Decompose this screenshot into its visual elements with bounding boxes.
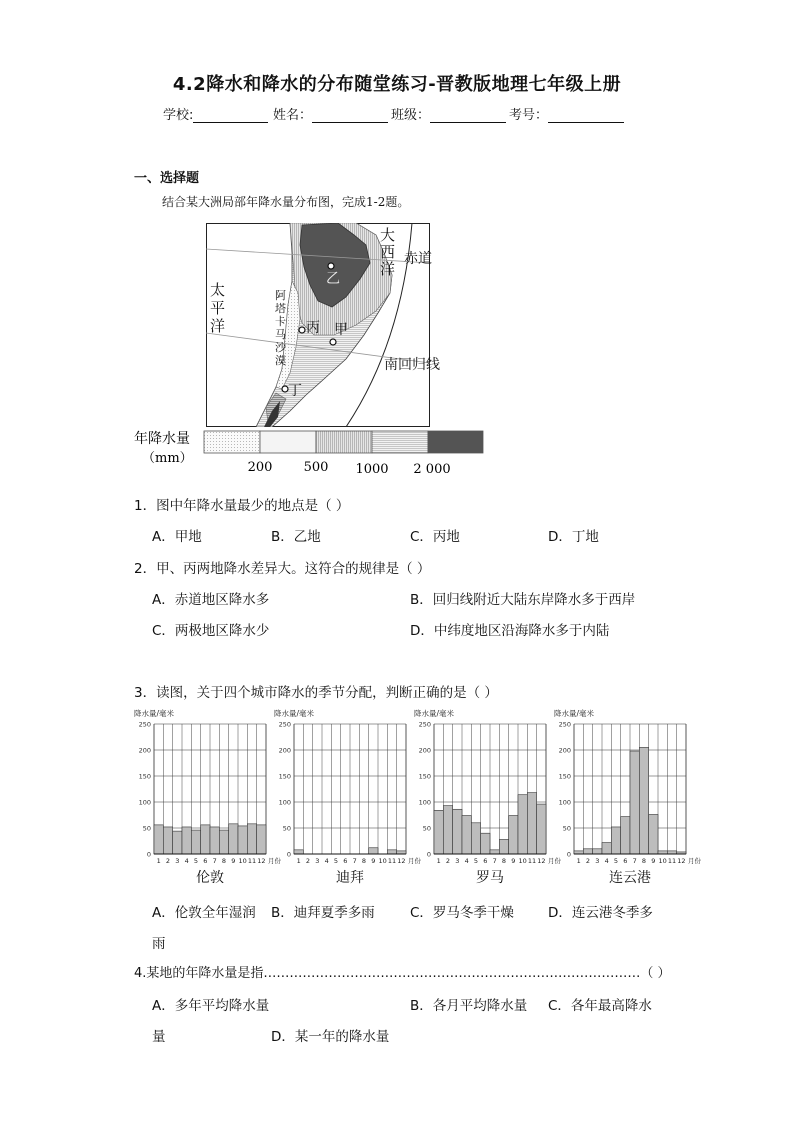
section-intro: 结合某大洲局部年降水量分布图，完成1-2题。 [162,195,410,209]
chart-xtick-label: 6 [623,857,628,865]
legend-tick-1000: 1000 [355,462,389,477]
chart-bar [537,804,546,854]
chart-xtick-label: 4 [464,857,469,865]
exam-no-blank[interactable] [548,108,624,123]
page-title: 4.2降水和降水的分布随堂练习-晋教版地理七年级上册 [172,74,622,95]
chart-ytick-label: 200 [558,746,571,755]
chart-xtick-label: 8 [221,857,227,865]
label-desert-3: 卡 [275,315,286,328]
chart-bar [191,830,200,854]
name-field: 姓名： [273,104,388,123]
chart-ytick-label: 250 [278,720,291,729]
chart-title: 连云港 [609,870,651,886]
q4-option-a[interactable]: A．多年平均降水量 [152,998,270,1014]
chart-bar [387,850,396,854]
chart-bar [219,830,228,854]
chart-xtick-label: 5 [333,857,339,865]
chart-xtick-label: 4 [324,857,329,865]
label-jia: 甲 [334,322,348,338]
chart-xtick-label: 11 [527,857,537,865]
chart-xlabel: 月份 [688,857,701,865]
chart-xtick-label: 7 [492,857,497,865]
chart-title: 罗马 [476,870,504,886]
chart-bar [182,827,191,854]
label-desert-5: 沙 [275,341,286,354]
q4-option-d[interactable]: D．某一年的降水量 [271,1029,390,1045]
climate-chart-4 [554,708,702,886]
climate-chart-3 [414,708,562,886]
chart-xtick-label: 12 [537,857,546,865]
chart-xtick-label: 6 [483,857,488,865]
chart-ytick-label: 150 [138,772,151,781]
label-desert-2: 塔 [275,302,286,315]
chart-xlabel: 月份 [268,857,281,865]
q3-option-c[interactable]: C．罗马冬季干燥 [410,905,514,921]
chart-bar [154,825,163,854]
climate-chart-2 [274,708,422,886]
q1-option-b[interactable]: B．乙地 [271,529,321,545]
chart-bar [481,833,490,854]
chart-title: 伦敦 [196,870,224,886]
label-tropic: 南回归线 [384,357,440,373]
class-field: 班级： [391,104,506,123]
q3-option-d[interactable]: D．连云港冬季多 [548,905,653,921]
q3-stem: 3．读图，关于四个城市降水的季节分配，判断正确的是（ ） [134,685,498,701]
chart-ytick-label: 50 [142,824,151,833]
chart-xtick-label: 9 [231,857,236,865]
chart-ytick-label: 0 [146,850,151,859]
chart-bar [238,826,247,854]
school-field: 学校: [163,104,268,123]
chart-xtick-label: 11 [247,857,257,865]
chart-ytick-label: 250 [138,720,151,729]
label-atlantic-2: 西 [380,243,396,261]
q2-option-a[interactable]: A．赤道地区降水多 [152,592,270,608]
q4-option-c-continued: 量 [152,1029,166,1045]
chart-xtick-label: 3 [455,857,460,865]
chart-ytick-label: 100 [138,798,151,807]
chart-bar [453,809,462,854]
chart-bar [630,751,639,854]
label-desert-1: 阿 [275,289,286,302]
chart-ytick-label: 150 [278,772,291,781]
point-bing [299,327,305,333]
label-yi: 乙 [326,271,340,287]
chart-ytick-label: 250 [558,720,571,729]
chart-ytick-label: 0 [426,850,431,859]
chart-ytick-label: 200 [278,746,291,755]
chart-xtick-label: 5 [613,857,619,865]
chart-xtick-label: 8 [361,857,367,865]
chart-ytick-label: 50 [562,824,571,833]
chart-xtick-label: 2 [305,857,311,865]
q3-option-a[interactable]: A．伦敦全年湿润 [152,905,256,921]
precipitation-map [206,223,440,427]
chart-ylabel: 降水量/毫米 [554,709,595,718]
label-pacific-1: 太 [210,281,226,299]
chart-bar [639,747,648,854]
exam-no-field: 考号： [509,104,624,123]
chart-bar [509,816,518,854]
chart-ytick-label: 250 [418,720,431,729]
legend-tick-500: 500 [303,460,329,475]
chart-bar [649,814,658,854]
label-atlantic-3: 洋 [380,260,396,278]
chart-ylabel: 降水量/毫米 [134,709,175,718]
chart-bar [499,839,508,854]
label-equator: 赤道 [404,251,432,267]
q2-stem: 2．甲、丙两地降水差异大。这符合的规律是（ ） [134,561,431,577]
q4-option-b[interactable]: B．各月平均降水量 [410,998,528,1014]
chart-xtick-label: 3 [175,857,180,865]
label-ding: 丁 [288,383,302,399]
chart-xtick-label: 7 [632,857,637,865]
label-bing: 丙 [306,320,320,336]
chart-bar [257,825,266,854]
q2-option-d[interactable]: D．中纬度地区沿海降水多于内陆 [410,623,610,639]
chart-ytick-label: 200 [138,746,151,755]
chart-xtick-label: 5 [193,857,199,865]
q4-option-c[interactable]: C．各年最高降水 [548,998,652,1014]
chart-xtick-label: 4 [184,857,189,865]
chart-xtick-label: 9 [651,857,656,865]
chart-ytick-label: 50 [282,824,291,833]
label-desert-4: 马 [275,328,286,341]
label-pacific-3: 洋 [210,317,226,335]
q2-option-c[interactable]: C．两极地区降水少 [152,623,270,639]
chart-ytick-label: 100 [558,798,571,807]
chart-bar [229,824,238,854]
chart-bar [593,849,602,854]
chart-xtick-label: 7 [212,857,217,865]
chart-bar [443,806,452,854]
chart-ytick-label: 150 [558,772,571,781]
map-legend [134,428,494,480]
legend-tick-2000: 2 000 [413,462,451,477]
q1-option-a[interactable]: A．甲地 [152,529,202,545]
point-yi [328,263,334,269]
chart-xtick-label: 11 [387,857,397,865]
chart-xtick-label: 6 [203,857,208,865]
q4-stem: 4.某地的年降水量是指……………………………………………………………………………（ ） [134,966,671,981]
chart-xtick-label: 12 [397,857,406,865]
legend-tick-200: 200 [247,460,273,475]
chart-xtick-label: 10 [378,857,387,865]
point-jia [330,339,336,345]
chart-xtick-label: 1 [156,857,161,865]
q2-option-b[interactable]: B．回归线附近大陆东岸降水多于西岸 [410,592,636,608]
section-title: 一、选择题 [134,171,200,186]
q3-option-b[interactable]: B．迪拜夏季多雨 [271,905,375,921]
chart-ytick-label: 200 [418,746,431,755]
q1-option-c[interactable]: C．丙地 [410,529,460,545]
chart-xtick-label: 10 [518,857,527,865]
chart-bar [583,849,592,854]
chart-xtick-label: 2 [585,857,591,865]
chart-xlabel: 月份 [548,857,561,865]
chart-xtick-label: 11 [667,857,677,865]
chart-xtick-label: 1 [296,857,301,865]
chart-xtick-label: 10 [658,857,667,865]
label-desert-6: 漠 [275,354,286,367]
climate-chart-1 [134,708,282,886]
label-pacific-2: 平 [210,299,226,317]
chart-bar [471,823,480,854]
chart-ytick-label: 100 [418,798,431,807]
chart-xtick-label: 1 [576,857,581,865]
chart-xtick-label: 1 [436,857,441,865]
q3-option-d-continued: 雨 [152,936,166,952]
label-atlantic-1: 大 [380,226,396,244]
chart-xtick-label: 9 [511,857,516,865]
chart-ytick-label: 0 [286,850,291,859]
class-blank[interactable] [430,108,506,123]
chart-bar [462,816,471,854]
chart-xtick-label: 3 [595,857,600,865]
chart-xtick-label: 8 [501,857,507,865]
q1-stem: 1．图中年降水量最少的地点是（ ） [134,498,350,514]
chart-bar [369,848,378,854]
chart-bar [602,843,611,854]
chart-xtick-label: 4 [604,857,609,865]
school-blank[interactable] [193,108,268,123]
chart-bar [621,817,630,854]
chart-bar [173,831,182,854]
chart-ytick-label: 100 [278,798,291,807]
chart-xtick-label: 10 [238,857,247,865]
chart-bar [490,850,499,854]
chart-xtick-label: 8 [641,857,647,865]
name-blank[interactable] [312,108,388,123]
chart-xtick-label: 2 [165,857,171,865]
chart-bar [611,827,620,854]
chart-ylabel: 降水量/毫米 [414,709,455,718]
chart-bar [201,825,210,854]
chart-ytick-label: 50 [422,824,431,833]
chart-bar [247,824,256,854]
chart-bar [527,793,536,854]
legend-unit: （mm） [142,451,193,466]
chart-bar [210,827,219,854]
chart-xtick-label: 5 [473,857,479,865]
chart-bar [163,827,172,854]
chart-bar [434,810,443,854]
chart-xtick-label: 6 [343,857,348,865]
chart-xtick-label: 3 [315,857,320,865]
legend-title: 年降水量 [134,431,190,447]
chart-xtick-label: 12 [257,857,266,865]
chart-xtick-label: 7 [352,857,357,865]
chart-xtick-label: 9 [371,857,376,865]
chart-xtick-label: 12 [677,857,686,865]
chart-xlabel: 月份 [408,857,421,865]
q1-option-d[interactable]: D．丁地 [548,529,599,545]
chart-xtick-label: 2 [445,857,451,865]
chart-title: 迪拜 [336,870,364,886]
chart-bar [518,795,527,854]
chart-ylabel: 降水量/毫米 [274,709,315,718]
chart-ytick-label: 150 [418,772,431,781]
chart-bar [294,850,303,854]
chart-ytick-label: 0 [566,850,571,859]
climate-charts [134,706,701,886]
